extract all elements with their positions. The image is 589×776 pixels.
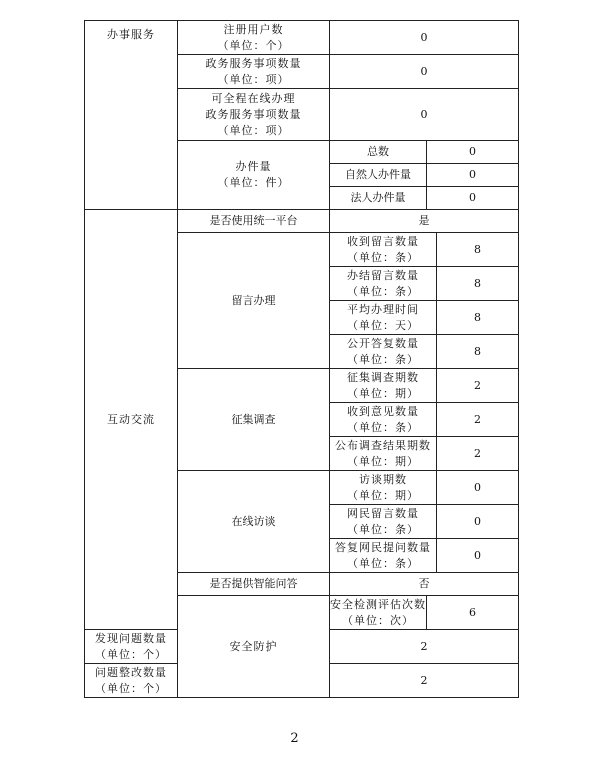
row-label-messages: 留言办理 (178, 233, 330, 369)
sub-label: 网民留言数量 （单位：条） (330, 505, 437, 539)
cell-value: 2 (437, 437, 519, 471)
cell-value: 0 (427, 187, 519, 210)
cell-value: 8 (437, 335, 519, 369)
sub-label: 收到意见数量 （单位：条） (330, 403, 437, 437)
table-row (85, 21, 519, 55)
category-service: 办事服务 (85, 21, 178, 210)
category-interaction: 互动交流 (85, 210, 178, 630)
row-label-registered-users: 注册用户数 （单位：个） (178, 21, 330, 55)
sub-label: 总数 (330, 141, 427, 164)
row-label-survey: 征集调查 (178, 369, 330, 471)
sub-label: 答复网民提问数量 （单位：条） (330, 539, 437, 573)
cell-value: 0 (427, 164, 519, 187)
cell-value: 否 (330, 573, 519, 596)
sub-label: 访谈期数 （单位：期） (330, 471, 437, 505)
row-label-service-items: 政务服务事项数量 （单位：项） (178, 55, 330, 89)
sub-label: 公开答复数量 （单位：条） (330, 335, 437, 369)
cell-value: 0 (437, 471, 519, 505)
cell-value: 0 (330, 21, 519, 55)
sub-label: 收到留言数量 （单位：条） (330, 233, 437, 267)
row-label-unified-platform: 是否使用统一平台 (178, 210, 330, 233)
cell-value: 2 (437, 403, 519, 437)
row-label-handled: 办件量 （单位：件） (178, 141, 330, 210)
cell-value: 0 (427, 141, 519, 164)
sub-label: 办结留言数量 （单位：条） (330, 267, 437, 301)
row-label-security: 发现问题数量 （单位：个） (85, 630, 178, 664)
cell-value: 是 (330, 210, 519, 233)
sub-label: 征集调查期数 （单位：期） (330, 369, 437, 403)
cell-value: 8 (437, 267, 519, 301)
sub-label: 自然人办件量 (330, 164, 427, 187)
cell-value: 6 (427, 596, 519, 630)
cell-value: 2 (330, 664, 519, 698)
sub-label: 平均办理时间 （单位：天） (330, 301, 437, 335)
cell-value: 0 (437, 539, 519, 573)
cell-value: 0 (330, 55, 519, 89)
row-label-interview: 在线访谈 (178, 471, 330, 573)
statistics-table (84, 20, 519, 698)
table-row (85, 210, 519, 233)
page-number: 2 (290, 731, 299, 746)
row-label-security: 安全检测评估次数 （单位：次） (330, 596, 427, 630)
row-label-smart-qa: 是否提供智能问答 (178, 573, 330, 596)
sub-label: 法人办件量 (330, 187, 427, 210)
row-label-security: 问题整改数量 （单位：个） (85, 664, 178, 698)
category-security: 安全防护 (178, 596, 330, 698)
cell-value: 2 (330, 630, 519, 664)
row-label-online-items: 可全程在线办理 政务服务事项数量 （单位：项） (178, 89, 330, 141)
cell-value: 8 (437, 233, 519, 267)
cell-value: 2 (437, 369, 519, 403)
cell-value: 8 (437, 301, 519, 335)
cell-value: 0 (330, 89, 519, 141)
sub-label: 公布调查结果期数 （单位：期） (330, 437, 437, 471)
cell-value: 0 (437, 505, 519, 539)
